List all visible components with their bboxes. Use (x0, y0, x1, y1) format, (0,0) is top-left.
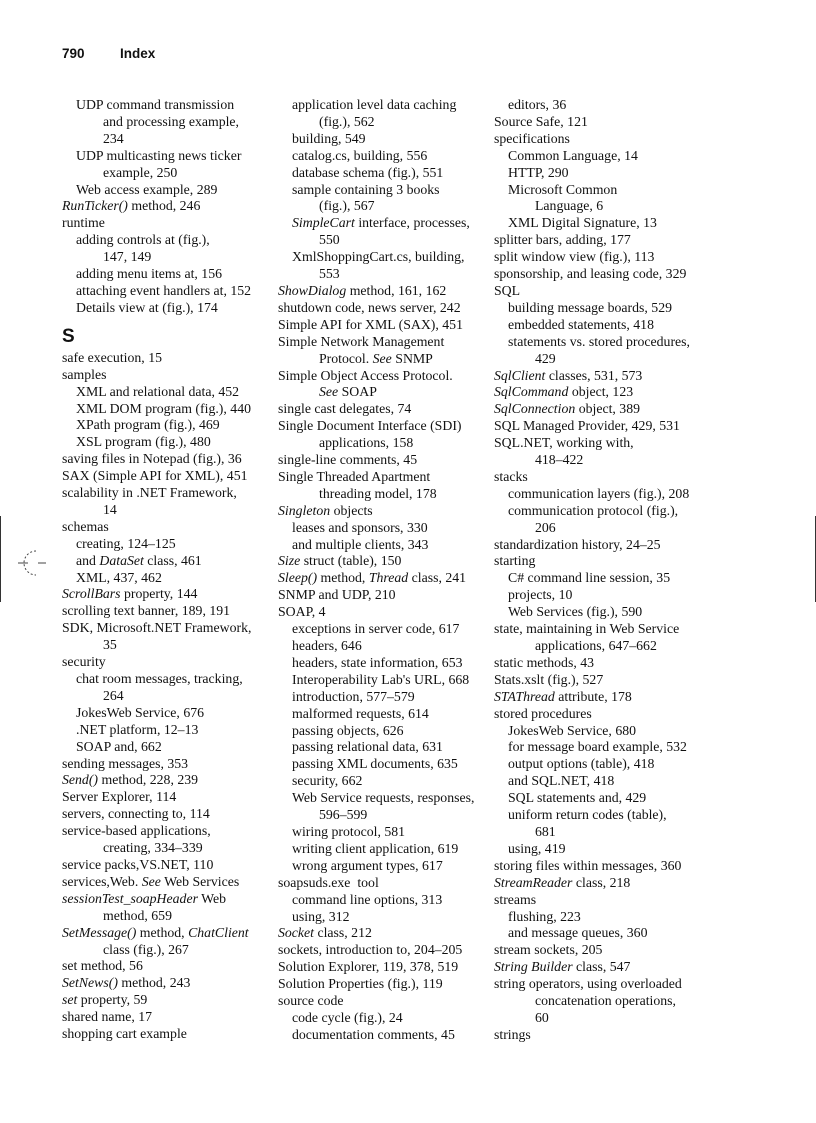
index-entry: SOAP, 4 (278, 604, 326, 620)
index-entry: SqlConnection object, 389 (494, 401, 641, 417)
index-entry: passing relational data, 631 (292, 739, 443, 755)
index-entry-continuation: example, 250 (103, 164, 178, 180)
left-edge-mark (0, 516, 1, 602)
index-entry: XPath program (fig.), 469 (76, 417, 220, 433)
index-entry: sponsorship, and leasing code, 329 (494, 266, 687, 282)
index-entry: starting (494, 553, 536, 569)
index-entry: embedded statements, 418 (508, 316, 654, 332)
index-entry: sockets, introduction to, 204–205 (278, 942, 463, 958)
index-entry: shopping cart example (62, 1026, 187, 1042)
index-entry: documentation comments, 45 (292, 1026, 455, 1042)
index-entry: SetMessage() method, ChatClient (62, 924, 249, 940)
index-entry: HTTP, 290 (508, 164, 569, 180)
index-entry-continuation: creating, 334–339 (103, 840, 203, 856)
index-entry: SQL (494, 282, 521, 298)
index-entry: state, maintaining in Web Service (494, 621, 680, 637)
index-entry: C# command line session, 35 (508, 570, 671, 586)
index-entry: XmlShoppingCart.cs, building, (292, 249, 465, 265)
index-entry: XML Digital Signature, 13 (508, 215, 657, 231)
index-entry: catalog.cs, building, 556 (292, 147, 428, 163)
index-entry: SQL Managed Provider, 429, 531 (494, 418, 680, 434)
index-entry: malformed requests, 614 (292, 705, 429, 721)
index-entry-continuation: 264 (103, 687, 124, 703)
index-entry: shared name, 17 (62, 1009, 153, 1025)
index-entry: Socket class, 212 (278, 925, 372, 941)
index-column-1 (62, 97, 270, 1043)
index-entry: Sleep() method, Thread class, 241 (278, 570, 467, 586)
index-entry: SNMP and UDP, 210 (278, 587, 396, 603)
index-entry: sample containing 3 books (292, 181, 440, 197)
index-entry: XML and relational data, 452 (76, 383, 240, 399)
index-entry: string operators, using overloaded (494, 976, 682, 992)
index-entry: Simple Network Management (278, 333, 445, 349)
index-entry: flushing, 223 (508, 908, 581, 924)
index-entry: editors, 36 (508, 97, 567, 112)
index-entry: sessionTest_soapHeader Web (62, 890, 227, 906)
index-entry: code cycle (fig.), 24 (292, 1009, 403, 1025)
index-entry: String Builder class, 547 (494, 959, 631, 975)
index-entry: SqlCommand object, 123 (494, 384, 634, 400)
index-entry: JokesWeb Service, 676 (76, 704, 205, 720)
index-entry: stream sockets, 205 (494, 942, 603, 958)
index-entry-continuation: 550 (319, 232, 340, 248)
index-entry: building message boards, 529 (508, 299, 673, 315)
index-entry: stored procedures (494, 705, 592, 721)
index-entry-continuation: threading model, 178 (319, 485, 437, 501)
index-entry: service-based applications, (62, 823, 211, 839)
index-entry: application level data caching (292, 97, 457, 112)
index-entry: output options (table), 418 (508, 756, 655, 772)
index-entry: runtime (62, 215, 105, 231)
index-entry: adding controls at (fig.), (76, 232, 210, 248)
index-entry-continuation: Language, 6 (535, 198, 604, 214)
index-entry: passing XML documents, 635 (292, 756, 458, 772)
index-entry-continuation: See SOAP (319, 384, 377, 400)
index-entry: splitter bars, adding, 177 (494, 232, 631, 248)
index-entry: building, 549 (292, 130, 366, 146)
index-entry: headers, 646 (292, 638, 362, 653)
index-entry: SOAP and, 662 (76, 738, 162, 754)
index-entry: for message board example, 532 (508, 739, 687, 755)
index-entry-continuation: 553 (319, 266, 340, 282)
index-entry: storing files within messages, 360 (494, 857, 682, 873)
index-entry: Single Document Interface (SDI) (278, 418, 462, 434)
index-entry: writing client application, 619 (292, 840, 459, 856)
index-entry: SetNews() method, 243 (62, 975, 191, 991)
index-entry: UDP multicasting news ticker (76, 147, 242, 163)
index-entry-continuation: 418–422 (535, 452, 584, 468)
index-entry: StreamReader class, 218 (494, 874, 631, 890)
index-entry: adding menu items at, 156 (76, 266, 222, 282)
index-entry: stacks (494, 468, 528, 484)
index-entry: security (62, 654, 106, 670)
page-number: 790 (62, 46, 85, 61)
index-entry: attaching event handlers at, 152 (76, 282, 252, 298)
index-entry: Details view at (fig.), 174 (76, 299, 218, 315)
index-entry: security, 662 (292, 773, 363, 789)
index-entry: Web access example, 289 (76, 181, 218, 197)
index-entry: soapsuds.exe tool (278, 874, 379, 890)
index-entry-continuation: 14 (103, 501, 117, 517)
header-title: Index (120, 46, 156, 61)
index-entry-continuation: 681 (535, 823, 556, 839)
index-entry: standardization history, 24–25 (494, 536, 661, 552)
index-entry-continuation: applications, 647–662 (535, 638, 657, 653)
index-entry: STAThread attribute, 178 (494, 688, 632, 704)
index-entry: scalability in .NET Framework, (62, 485, 237, 501)
index-entry: servers, connecting to, 114 (62, 806, 210, 822)
index-entry: creating, 124–125 (76, 535, 176, 551)
index-entry: command line options, 313 (292, 891, 443, 907)
index-entry: SAX (Simple API for XML), 451 (62, 468, 248, 484)
index-entry: statements vs. stored procedures, (508, 333, 690, 349)
index-entry: and DataSet class, 461 (76, 552, 202, 568)
index-entry: Size struct (table), 150 (278, 553, 402, 569)
index-entry-continuation: 60 (535, 1009, 549, 1025)
index-entry: set method, 56 (62, 958, 143, 974)
index-entry: leases and sponsors, 330 (292, 519, 428, 535)
index-entry: communication layers (fig.), 208 (508, 485, 690, 501)
index-entry-continuation: Protocol. See SNMP (319, 350, 433, 366)
index-entry: Solution Explorer, 119, 378, 519 (278, 959, 459, 975)
index-column-3 (494, 97, 714, 1044)
index-entry-continuation: 429 (535, 350, 556, 366)
index-entry: SQL.NET, working with, (494, 435, 634, 451)
index-entry-continuation: (fig.), 567 (319, 198, 375, 214)
index-column-2 (278, 97, 486, 1044)
index-entry-continuation: concatenation operations, (535, 993, 676, 1009)
index-entry: using, 312 (292, 908, 350, 924)
index-entry: strings (494, 1026, 531, 1042)
index-entry: projects, 10 (508, 587, 573, 603)
index-entry: Singleton objects (278, 502, 373, 518)
index-entry: sending messages, 353 (62, 755, 189, 771)
index-entry: scrolling text banner, 189, 191 (62, 603, 231, 619)
index-entry: and multiple clients, 343 (292, 536, 429, 552)
index-entry: and SQL.NET, 418 (508, 773, 615, 789)
index-entry: Stats.xslt (fig.), 527 (494, 671, 604, 687)
index-entry-continuation: and processing example, (103, 113, 240, 129)
index-entry: Interoperability Lab's URL, 668 (292, 671, 470, 687)
index-entry: Send() method, 228, 239 (62, 772, 199, 788)
index-entry-continuation: 147, 149 (103, 249, 152, 265)
index-entry: ScrollBars property, 144 (62, 586, 198, 602)
index-entry: samples (62, 366, 107, 382)
index-entry: RunTicker() method, 246 (62, 198, 201, 214)
index-entry: service packs,VS.NET, 110 (62, 856, 214, 872)
index-entry: source code (278, 993, 344, 1009)
index-entry: split window view (fig.), 113 (494, 249, 655, 265)
index-entry: Web Service requests, responses, (292, 790, 475, 806)
index-entry: XSL program (fig.), 480 (76, 434, 211, 450)
index-entry-continuation: 596–599 (319, 807, 368, 823)
index-entry: XML, 437, 462 (76, 569, 162, 585)
index-entry: and message queues, 360 (508, 925, 648, 941)
registration-mark-icon (14, 548, 48, 578)
index-entry: using, 419 (508, 840, 566, 856)
index-entry-continuation: applications, 158 (319, 435, 414, 451)
index-entry: passing objects, 626 (292, 722, 404, 738)
index-entry: ShowDialog method, 161, 162 (278, 282, 447, 298)
index-entry-continuation: (fig.), 562 (319, 113, 375, 129)
index-entry: static methods, 43 (494, 654, 595, 670)
index-entry: Solution Properties (fig.), 119 (278, 976, 443, 992)
index-entry: SDK, Microsoft.NET Framework, (62, 620, 252, 636)
index-entry: exceptions in server code, 617 (292, 621, 460, 637)
index-entry: Server Explorer, 114 (62, 789, 177, 805)
index-entry: streams (494, 891, 537, 907)
index-entry-continuation: method, 659 (103, 907, 172, 923)
index-entry: UDP command transmission (76, 97, 235, 112)
section-letter: S (62, 325, 75, 347)
index-entry: specifications (494, 130, 570, 146)
index-entry-continuation: 206 (535, 519, 556, 535)
index-entry-continuation: 234 (103, 130, 124, 146)
index-entry-continuation: 35 (103, 637, 117, 653)
index-entry: .NET platform, 12–13 (76, 721, 199, 737)
index-entry: uniform return codes (table), (508, 807, 667, 823)
index-entry: single cast delegates, 74 (278, 401, 412, 417)
index-entry: Simple API for XML (SAX), 451 (278, 316, 463, 332)
index-entry: Source Safe, 121 (494, 113, 588, 129)
index-entry: Microsoft Common (508, 181, 618, 197)
index-entry: SQL statements and, 429 (508, 790, 647, 806)
index-entry: set property, 59 (62, 992, 148, 1008)
index-entry: Common Language, 14 (508, 147, 638, 163)
index-entry: JokesWeb Service, 680 (508, 722, 637, 738)
index-entry: shutdown code, news server, 242 (278, 299, 461, 315)
index-entry: safe execution, 15 (62, 349, 162, 365)
index-entry: Web Services (fig.), 590 (508, 604, 643, 620)
index-entry: chat room messages, tracking, (76, 671, 243, 686)
index-entry: communication protocol (fig.), (508, 502, 679, 518)
index-entry-continuation: class (fig.), 267 (103, 941, 189, 957)
index-entry: SimpleCart interface, processes, (292, 215, 470, 231)
index-entry: Single Threaded Apartment (278, 468, 431, 484)
index-entry: SqlClient classes, 531, 573 (494, 367, 643, 383)
index-entry: XML DOM program (fig.), 440 (76, 400, 251, 416)
index-entry: single-line comments, 45 (278, 452, 418, 468)
index-entry: introduction, 577–579 (292, 688, 415, 704)
index-entry: saving files in Notepad (fig.), 36 (62, 451, 242, 467)
index-entry: wrong argument types, 617 (292, 857, 443, 873)
index-entry: Simple Object Access Protocol. (278, 367, 453, 383)
running-header (62, 46, 155, 61)
index-entry: schemas (62, 518, 109, 534)
index-entry: services,Web. See Web Services (62, 873, 240, 889)
index-entry: database schema (fig.), 551 (292, 164, 444, 180)
index-entry: wiring protocol, 581 (292, 823, 406, 839)
index-entry: headers, state information, 653 (292, 654, 463, 670)
